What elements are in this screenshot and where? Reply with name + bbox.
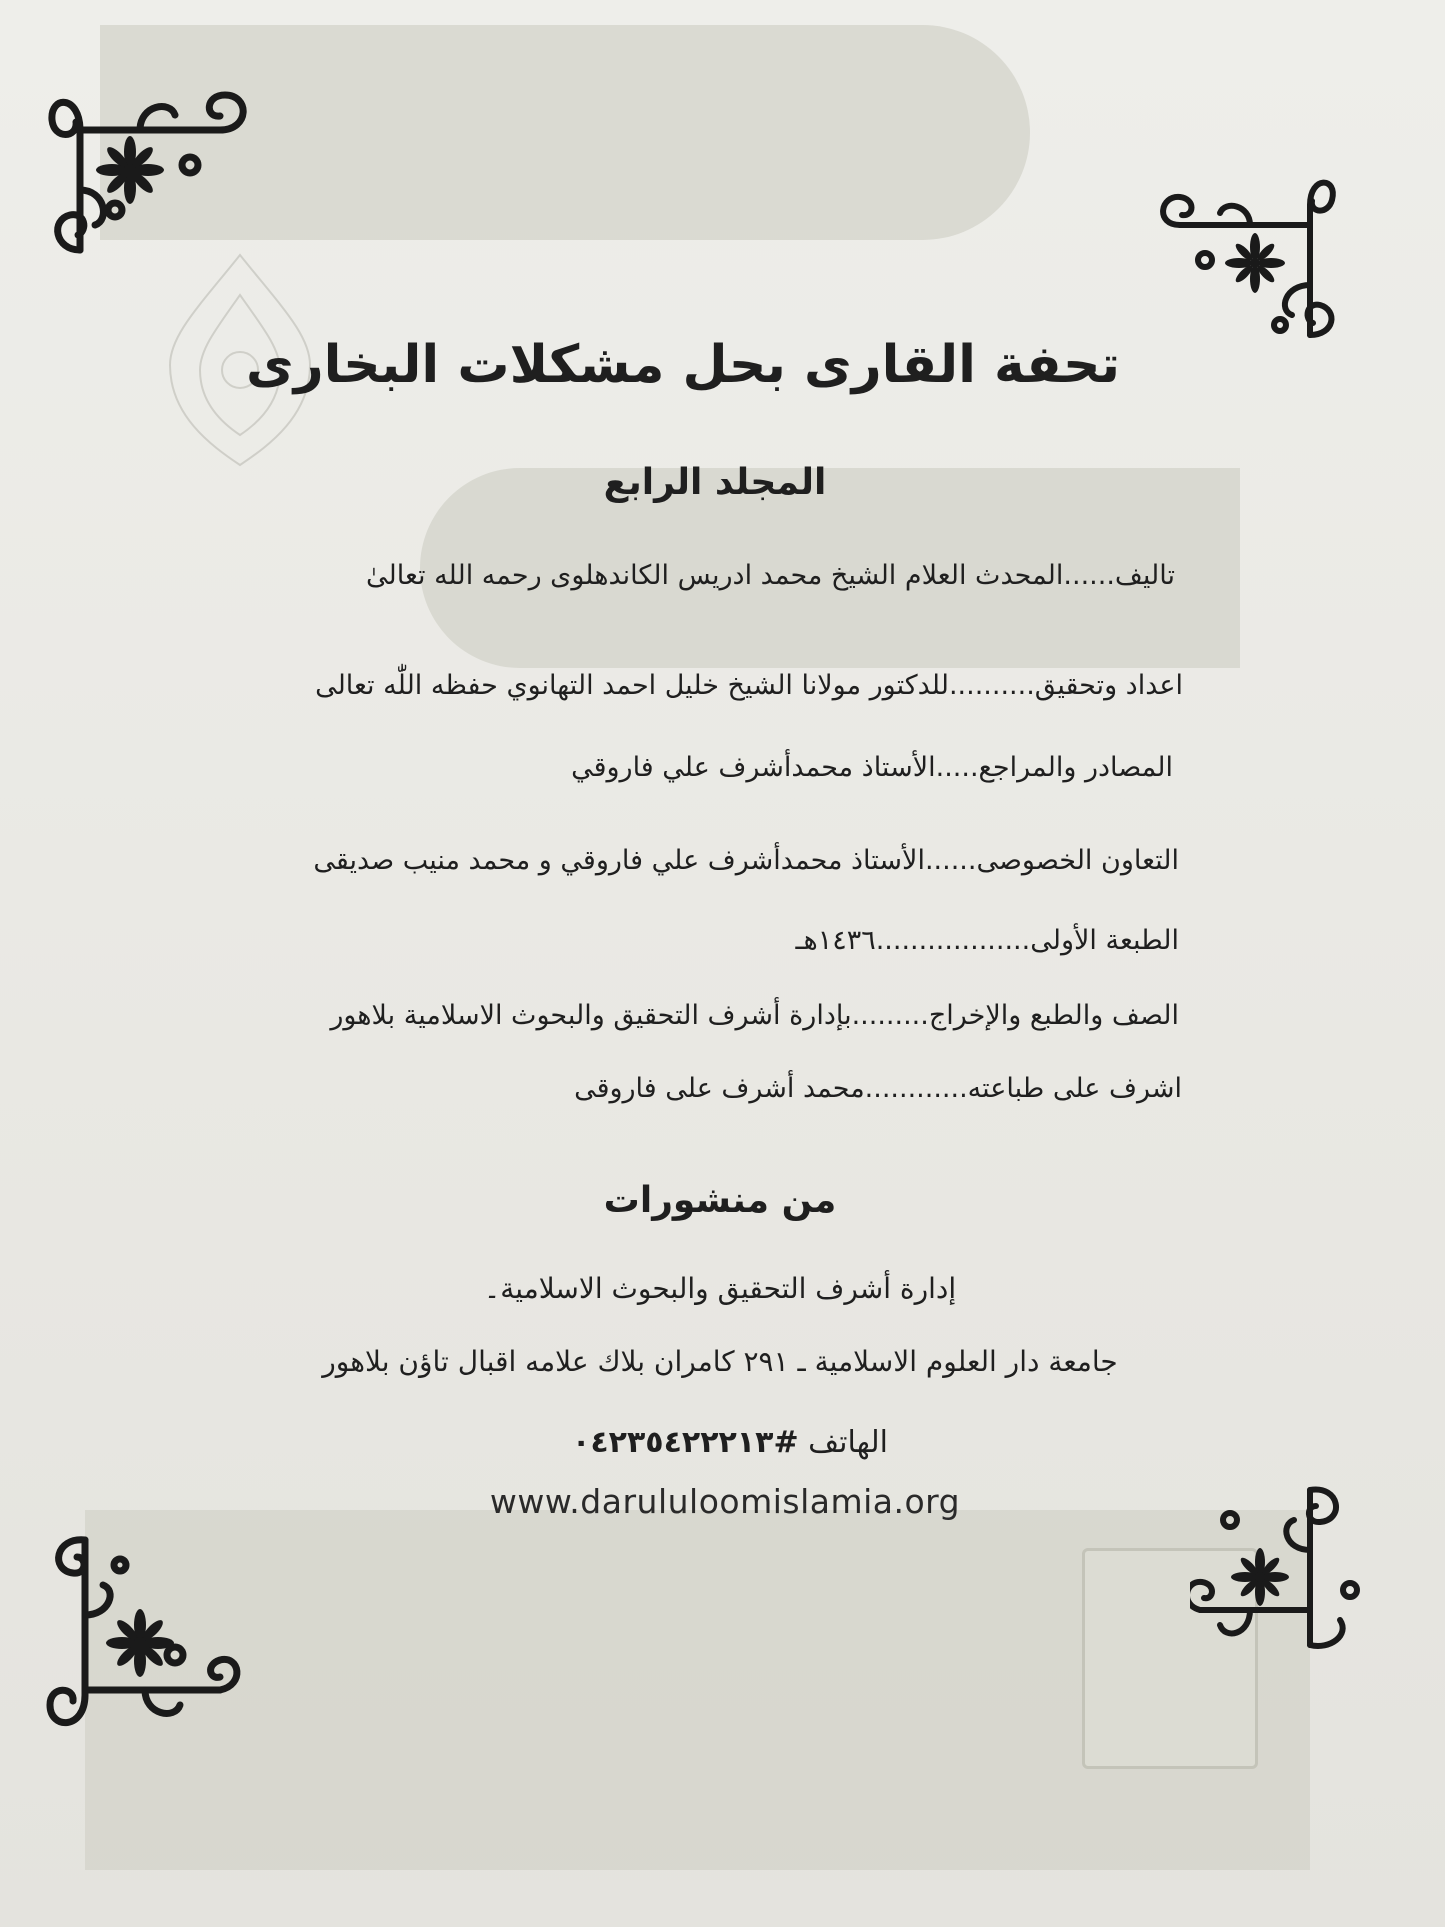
corner-ornament-bottom-left-icon bbox=[25, 1525, 245, 1745]
credit-label: الصف والطبع والإخراج bbox=[928, 1000, 1179, 1031]
book-title: تحفة القارى بحل مشكلات البخارى bbox=[246, 335, 1120, 395]
credit-editor bbox=[315, 670, 1183, 701]
credit-value: الأستاذ محمدأشرف علي فاروقي bbox=[571, 752, 936, 783]
credit-label: اشرف على طباعته bbox=[967, 1073, 1182, 1104]
credit-dots: .................. bbox=[875, 925, 1031, 956]
credit-sources bbox=[571, 752, 1173, 783]
corner-ornament-bottom-right-icon bbox=[1190, 1480, 1370, 1655]
credit-dots: ..... bbox=[935, 752, 979, 783]
corner-ornament-top-right-icon bbox=[1160, 165, 1340, 350]
credit-typesetting bbox=[330, 1000, 1179, 1031]
credit-dots: ......... bbox=[851, 1000, 929, 1031]
phone-number: #٠٤٢٣٥٤٢٢٢١٣ bbox=[572, 1425, 799, 1460]
publisher-address: جامعة دار العلوم الاسلامية ـ ٢٩١ كامران بلاك علامه اقبال تاؤن بلاهور bbox=[322, 1345, 1118, 1378]
publisher-phone bbox=[520, 1425, 940, 1460]
credit-value: بإدارة أشرف التحقيق والبحوث الاسلامية بلاهور bbox=[330, 1000, 852, 1031]
credit-dots: ............ bbox=[864, 1073, 968, 1104]
credit-print-supervisor bbox=[574, 1073, 1182, 1104]
credit-value: الأستاذ محمدأشرف علي فاروقي و محمد منيب صديقى bbox=[313, 845, 925, 876]
credit-first-edition bbox=[796, 925, 1179, 956]
credit-value: المحدث العلام الشيخ محمد ادريس الكاندهلوى رحمه الله تعالىٰ bbox=[365, 560, 1064, 591]
volume-label: المجلد الرابع bbox=[603, 462, 827, 503]
credit-dots: ...... bbox=[1063, 560, 1115, 591]
credit-label: المصادر والمراجع bbox=[978, 752, 1173, 783]
credit-value: محمد أشرف على فاروقى bbox=[574, 1073, 865, 1104]
credit-cooperation bbox=[313, 845, 1179, 876]
phone-label: الهاتف bbox=[808, 1425, 888, 1460]
credit-label: اعداد وتحقيق bbox=[1034, 670, 1183, 701]
publisher-organization: إدارة أشرف التحقيق والبحوث الاسلامية۔ bbox=[483, 1272, 957, 1305]
publisher-heading: من منشورات bbox=[603, 1180, 837, 1221]
credit-label: الطبعة الأولى bbox=[1030, 925, 1179, 956]
credit-label: التعاون الخصوصى bbox=[976, 845, 1179, 876]
credit-value: ١٤٣٦هـ bbox=[795, 925, 876, 956]
credit-value: للدكتور مولانا الشيخ خليل احمد التهانوي حفظه اللّٰه تعالى bbox=[315, 670, 949, 701]
publisher-website: www.darululoomislamia.org bbox=[489, 1482, 961, 1521]
corner-ornament-top-left-icon bbox=[40, 70, 260, 270]
credit-dots: ...... bbox=[924, 845, 977, 876]
credit-dots: .......... bbox=[948, 670, 1035, 701]
credit-label: تاليف bbox=[1114, 560, 1175, 591]
credit-author bbox=[366, 560, 1175, 591]
